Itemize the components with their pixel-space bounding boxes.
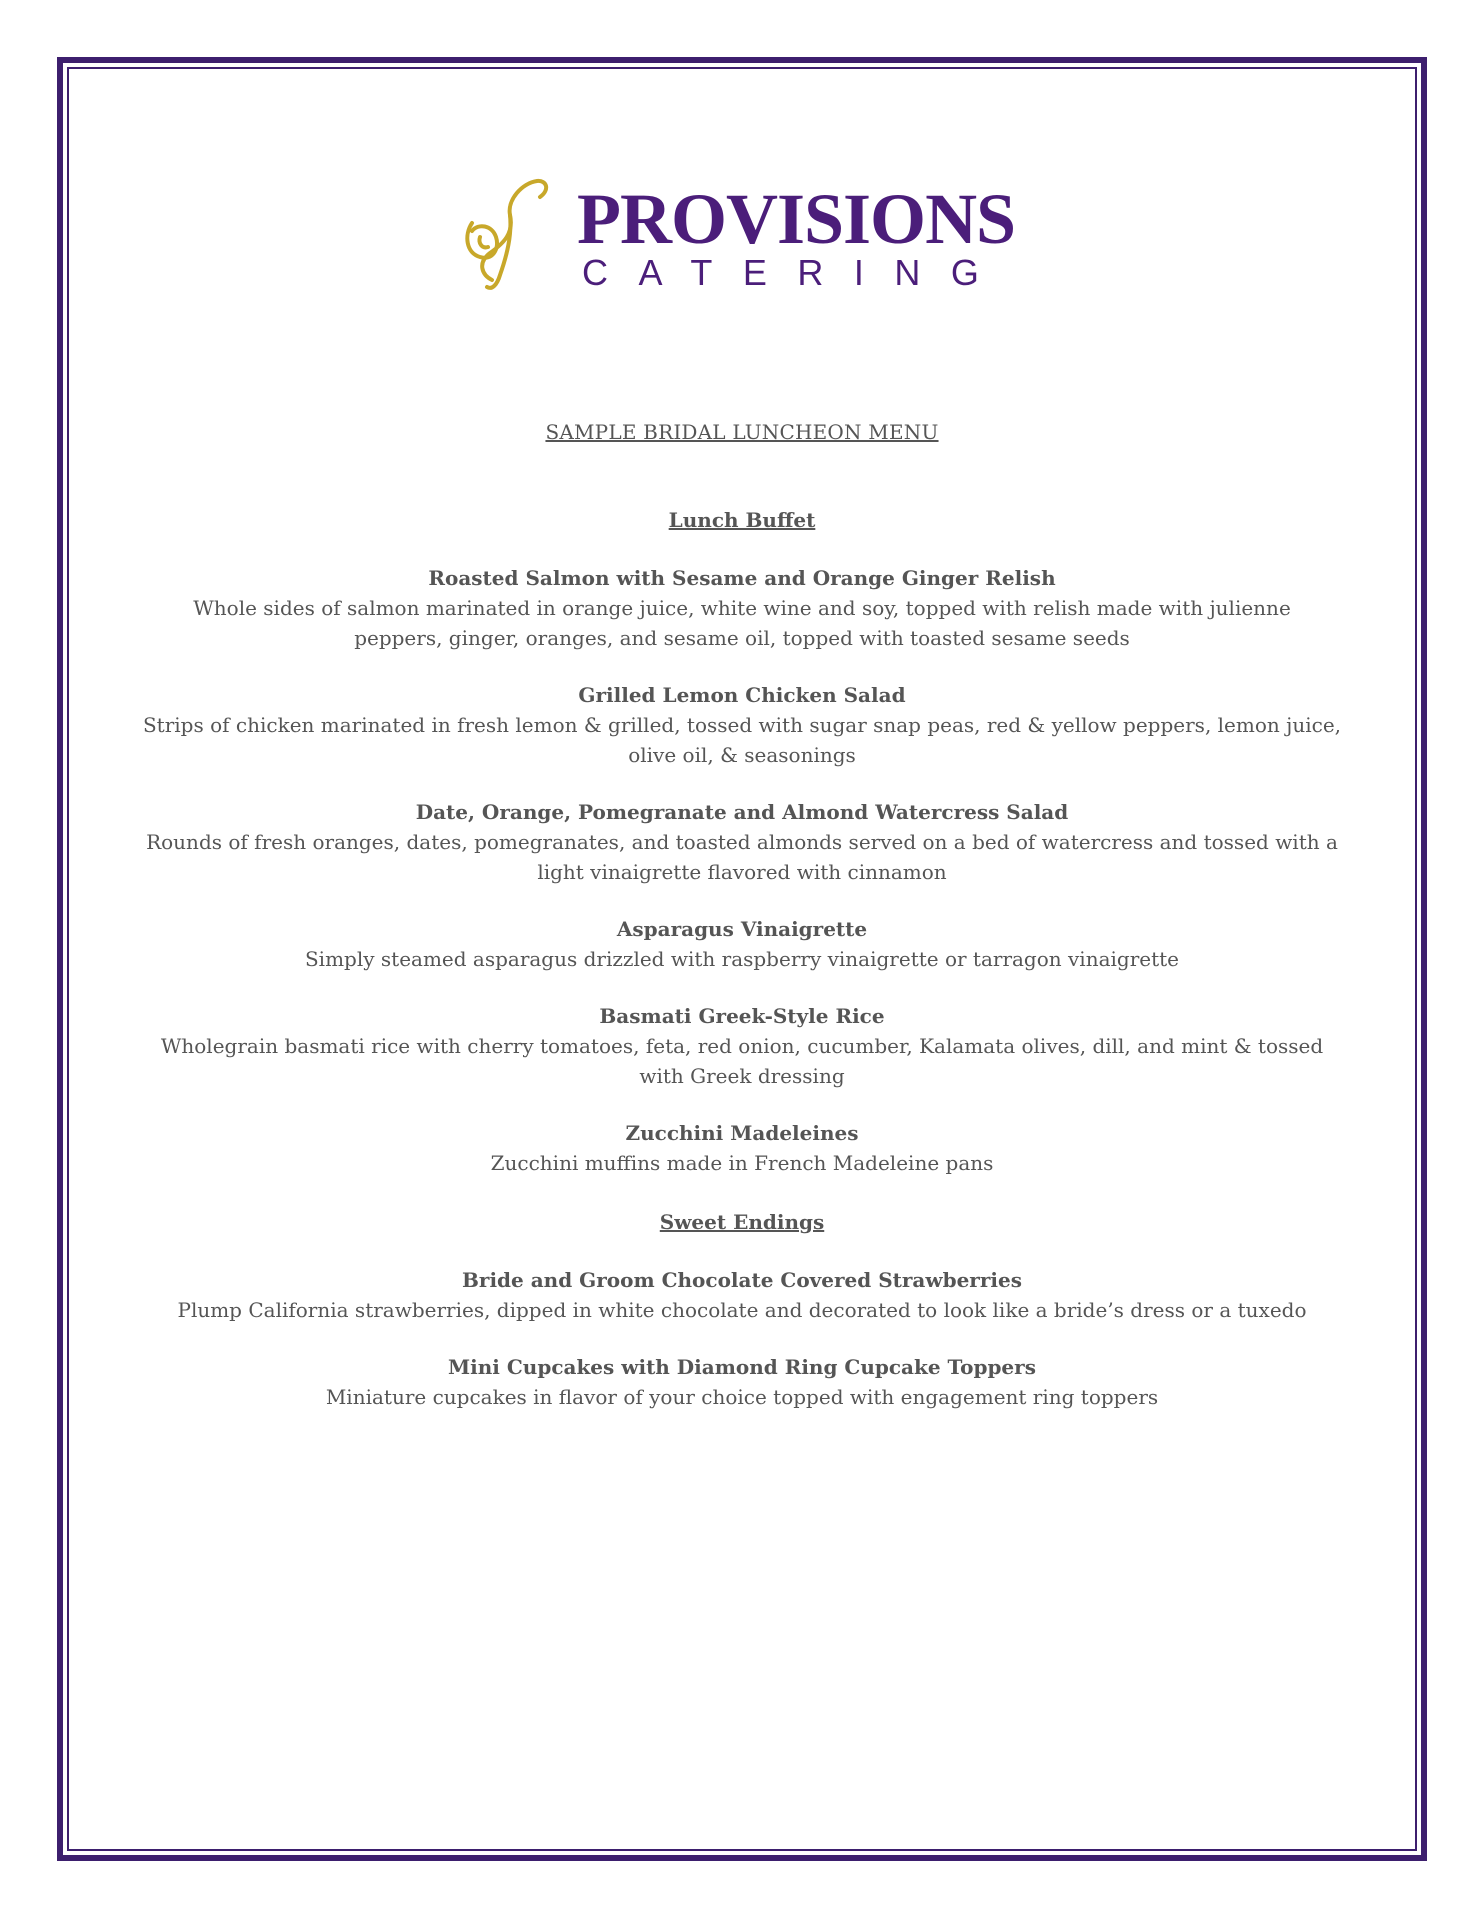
menu-item-description: peppers, ginger, oranges, and sesame oil, topped with toasted sesame seeds [354,626,1130,650]
menu-item [140,681,1344,770]
menu-item-description: Strips of chicken marinated in fresh lemon & grilled, tossed with sugar snap peas, red & yellow peppers, lemon juice, [142,713,1342,737]
menu-item-name: Basmati Greek-Style Rice [599,1004,885,1028]
menu-item-name: Zucchini Madeleines [625,1121,859,1145]
menu-item-description: olive oil, & seasonings [628,743,856,767]
provisions-catering-logo [452,175,1032,295]
menu-item-name: Roasted Salmon with Sesame and Orange Ginger Relish [428,566,1056,590]
menu-item-description: Miniature cupcakes in flavor of your choice topped with engagement ring toppers [325,1385,1159,1409]
menu-item [140,1266,1344,1325]
page-title: SAMPLE BRIDAL LUNCHEON MENU [545,420,939,444]
menu-item [140,1002,1344,1091]
menu-item-description: Whole sides of salmon marinated in orange juice, white wine and soy, topped with relish made with julienne [193,596,1291,620]
section-heading-sweet-endings: Sweet Endings [659,1210,825,1234]
logo-subtitle: CATERING [582,252,1010,293]
menu-item [140,798,1344,887]
menu-item [140,915,1344,974]
menu-item-description: Simply steamed asparagus drizzled with raspberry vinaigrette or tarragon vinaigrette [304,947,1180,971]
menu-item [140,1119,1344,1178]
logo-wordmark: PROVISIONS [577,179,1016,259]
menu-item-name: Mini Cupcakes with Diamond Ring Cupcake Toppers [448,1355,1036,1379]
menu-item-description: light vinaigrette flavored with cinnamon [537,860,947,884]
script-p-monogram-icon [452,175,572,295]
menu-item-name: Bride and Groom Chocolate Covered Strawberries [462,1268,1022,1292]
menu-item-description: Zucchini muffins made in French Madeleine pans [490,1151,994,1175]
menu-item-name: Grilled Lemon Chicken Salad [578,683,906,707]
menu-item [140,564,1344,653]
menu-item [140,1353,1344,1412]
menu-item-name: Date, Orange, Pomegranate and Almond Watercress Salad [415,800,1069,824]
menu-item-description: with Greek dressing [639,1064,845,1088]
menu-content [140,418,1344,1412]
menu-item-description: Plump California strawberries, dipped in white chocolate and decorated to look like a bride’s dress or a tuxedo [177,1298,1307,1322]
menu-item-description: Wholegrain basmati rice with cherry tomatoes, feta, red onion, cucumber, Kalamata olives, dill, and mint & tossed [160,1034,1324,1058]
menu-item-name: Asparagus Vinaigrette [616,917,868,941]
section-heading-lunch-buffet: Lunch Buffet [668,508,816,532]
menu-item-description: Rounds of fresh oranges, dates, pomegranates, and toasted almonds served on a bed of watercress and tossed with a [146,830,1338,854]
